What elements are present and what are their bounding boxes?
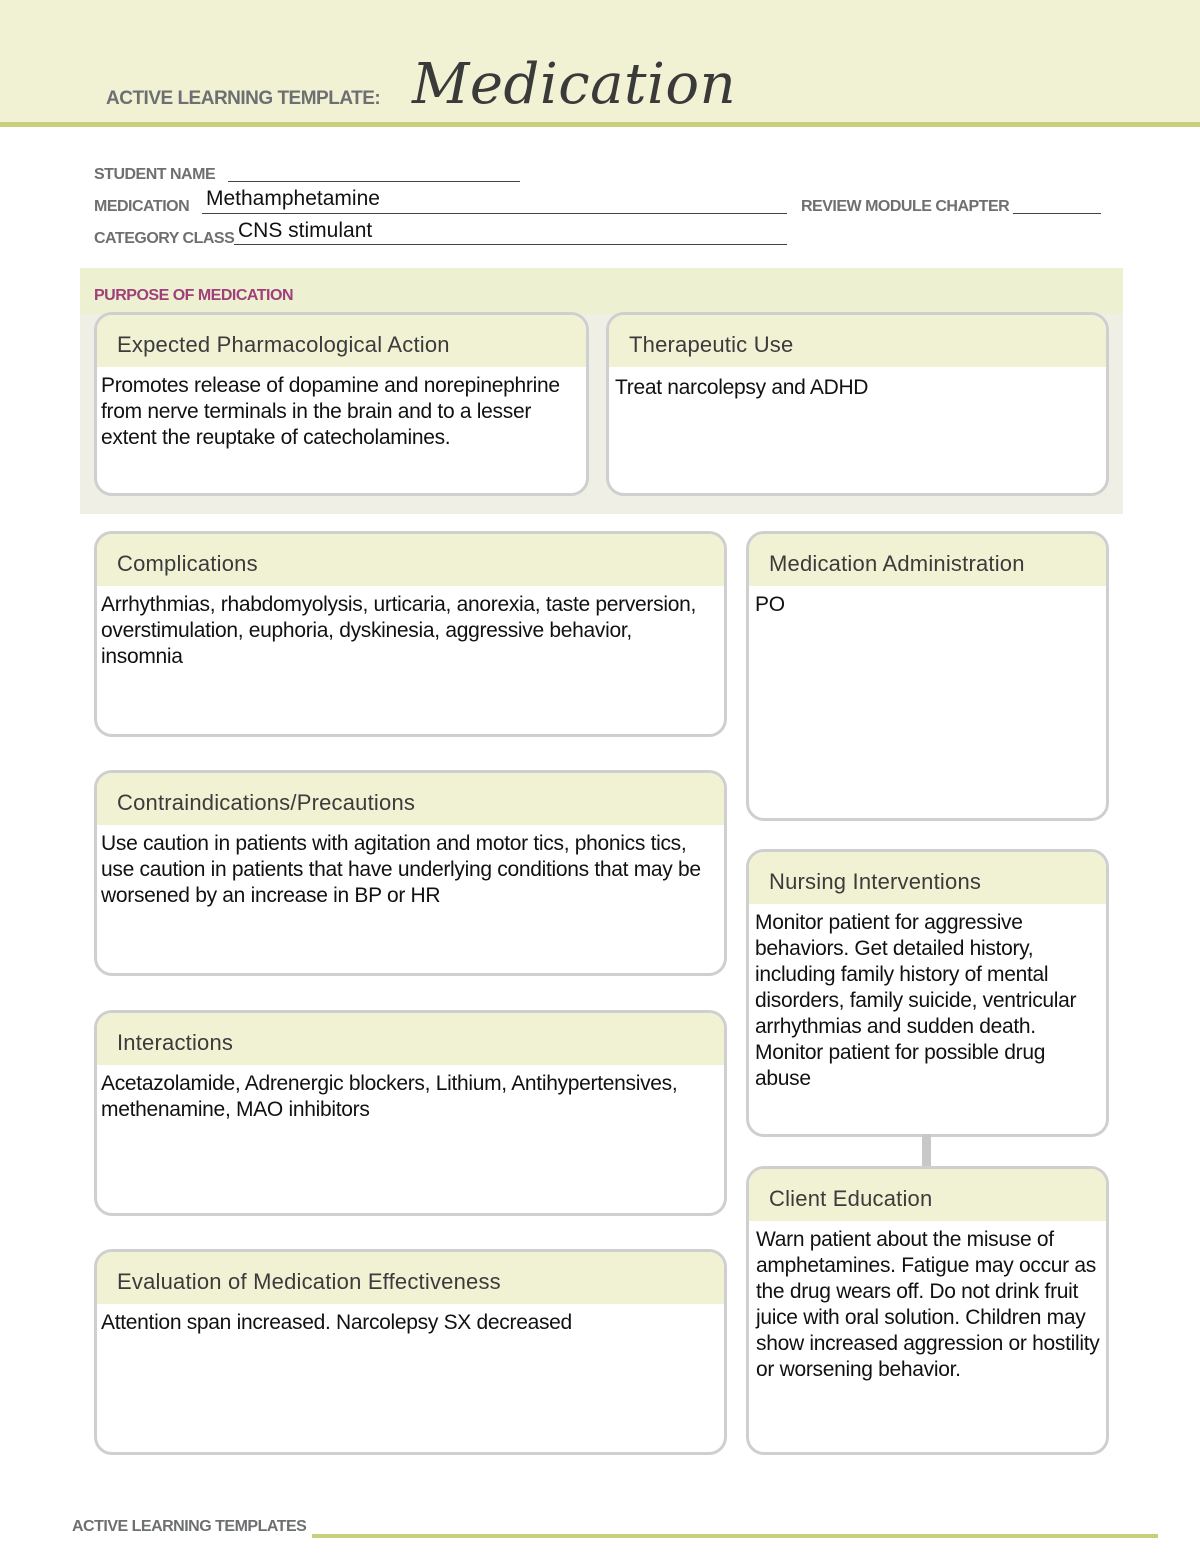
nursing-interventions-card	[746, 849, 1109, 1137]
medication-label: MEDICATION	[94, 198, 190, 215]
interactions-text[interactable]: Acetazolamide, Adrenergic blockers, Lithium, Antihypertensives, methenamine, MAO inhibitors	[101, 1072, 678, 1121]
therapeutic-use-title: Therapeutic Use	[609, 315, 1106, 367]
evaluation-card	[94, 1249, 727, 1455]
category-class-value[interactable]: CNS stimulant	[238, 219, 373, 242]
category-class-line	[234, 244, 787, 245]
interactions-title: Interactions	[97, 1013, 724, 1065]
header-rule	[0, 122, 1200, 127]
review-module-label: REVIEW MODULE CHAPTER	[801, 198, 1010, 215]
student-name-label: STUDENT NAME	[94, 166, 216, 183]
page-title: Medication	[412, 52, 737, 117]
client-education-card	[746, 1166, 1109, 1455]
student-name-line	[228, 181, 520, 182]
category-class-label: CATEGORY CLASS	[94, 230, 235, 247]
contraindications-card	[94, 770, 727, 976]
expected-action-card	[94, 312, 589, 496]
complications-text[interactable]: Arrhythmias, rhabdomyolysis, urticaria, anorexia, taste perversion, overstimulation, euphoria, dyskinesia, aggressive behavior, insomnia	[101, 593, 696, 668]
nursing-interventions-text[interactable]: Monitor patient for aggressive behaviors. Get detailed history, including family history of mental disorders, family suicide, ventricular arrhythmias and sudden death. Monitor patient for possible drug abuse	[755, 911, 1077, 1090]
footer-label: ACTIVE LEARNING TEMPLATES	[72, 1518, 307, 1535]
contraindications-text[interactable]: Use caution in patients with agitation and motor tics, phonics tics, use caution in patients that have underlying conditions that may be worsened by an increase in BP or HR	[101, 832, 701, 907]
medication-administration-text[interactable]: PO	[755, 593, 785, 616]
therapeutic-use-card	[606, 312, 1109, 496]
medication-administration-title: Medication Administration	[749, 534, 1106, 586]
interactions-card	[94, 1010, 727, 1216]
evaluation-text[interactable]: Attention span increased. Narcolepsy SX decreased	[101, 1311, 572, 1334]
complications-card	[94, 531, 727, 737]
purpose-label: PURPOSE OF MEDICATION	[94, 287, 293, 304]
complications-title: Complications	[97, 534, 724, 586]
expected-action-title: Expected Pharmacological Action	[97, 315, 586, 367]
connector-bar	[922, 1134, 931, 1168]
contraindications-title: Contraindications/Precautions	[97, 773, 724, 825]
footer-rule	[312, 1534, 1158, 1538]
evaluation-title: Evaluation of Medication Effectiveness	[97, 1252, 724, 1304]
medication-value[interactable]: Methamphetamine	[206, 187, 380, 210]
therapeutic-use-text[interactable]: Treat narcolepsy and ADHD	[615, 376, 869, 399]
client-education-title: Client Education	[749, 1169, 1106, 1221]
expected-action-text[interactable]: Promotes release of dopamine and norepinephrine from nerve terminals in the brain and to a lesser extent the reuptake of catecholamines.	[101, 374, 560, 449]
client-education-text[interactable]: Warn patient about the misuse of amphetamines. Fatigue may occur as the drug wears off. Do not drink fruit juice with oral solution. Children may show increased aggression or hostility or worsening behavior.	[756, 1228, 1100, 1381]
medication-administration-card	[746, 531, 1109, 821]
review-module-line	[1013, 213, 1101, 214]
template-label: ACTIVE LEARNING TEMPLATE:	[106, 88, 381, 109]
medication-line	[202, 213, 787, 214]
nursing-interventions-title: Nursing Interventions	[749, 852, 1106, 904]
